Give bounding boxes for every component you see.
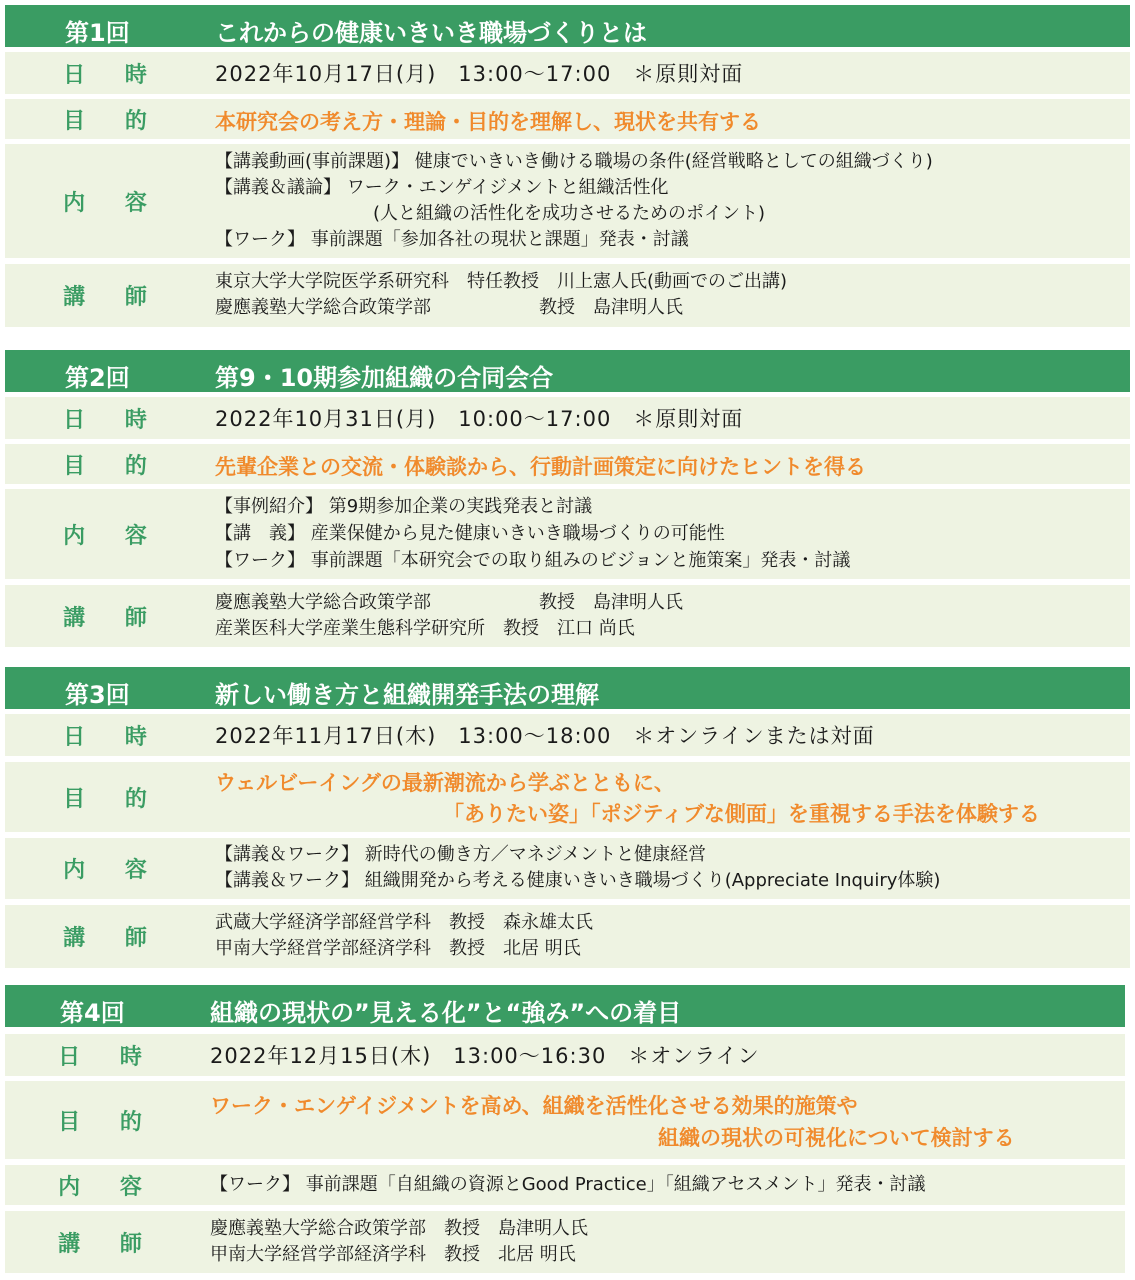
datetime-value: 2022年10月17日(月) 13:00～17:00 ＊原則対面 [215, 62, 744, 86]
content-label: 内 容 [63, 523, 163, 549]
purpose-label: 目 的 [63, 108, 163, 134]
content-line: 【講義動画(事前課題)】 健康でいきいき働ける職場の条件(経営戦略としての組織づくり) [215, 151, 933, 172]
session-title: 組織の現状の”見える化”と“強み”への着目 [210, 999, 682, 1027]
datetime-value: 2022年10月31日(月) 10:00～17:00 ＊原則対面 [215, 407, 744, 431]
purpose-line: 組織の現状の可視化について検討する [658, 1126, 1015, 1150]
content-row [5, 144, 1130, 258]
datetime-row [5, 397, 1130, 439]
content-line: 【事例紹介】 第9期参加企業の実践発表と討議 [215, 496, 593, 517]
session-title: 新しい働き方と組織開発手法の理解 [215, 681, 599, 709]
datetime-label: 日 時 [58, 1044, 158, 1070]
session-header [5, 667, 1130, 709]
lecturer-label: 講 師 [63, 926, 163, 951]
lecturer-row [5, 1211, 1125, 1273]
purpose-line: 本研究会の考え方・理論・目的を理解し、現状を共有する [215, 110, 761, 134]
purpose-line: ウェルビーイングの最新潮流から学ぶとともに、 [215, 771, 675, 795]
lecturer-line: 甲南大学経営学部経済学科 教授 北居 明氏 [210, 1244, 576, 1265]
lecturer-label: 講 師 [63, 605, 163, 631]
purpose-line: 先輩企業との交流・体験談から、行動計画策定に向けたヒントを得る [215, 455, 866, 479]
datetime-label: 日 時 [63, 407, 163, 433]
lecturer-line: 武蔵大学経済学部経営学科 教授 森永雄太氏 [215, 912, 593, 933]
content-line: 【講義＆ワーク】 新時代の働き方／マネジメントと健康経営 [215, 844, 707, 865]
lecturer-line: 東京大学大学院医学系研究科 特任教授 川上憲人氏(動画でのご出講) [215, 271, 788, 292]
content-label: 内 容 [63, 858, 163, 883]
session-number: 第1回 [65, 19, 130, 47]
purpose-line: ワーク・エンゲイジメントを高め、組織を活性化させる効果的施策や [210, 1094, 858, 1118]
lecturer-row [5, 264, 1130, 327]
session-number: 第4回 [60, 999, 125, 1027]
purpose-label: 目 的 [58, 1109, 158, 1135]
datetime-row [5, 1034, 1125, 1076]
lecturer-line: 慶應義塾大学総合政策学部 教授 島津明人氏 [215, 297, 683, 318]
content-line: 【講 義】 産業保健から見た健康いきいき職場づくりの可能性 [215, 523, 725, 544]
session-number: 第2回 [65, 364, 130, 392]
purpose-label: 目 的 [63, 453, 163, 479]
datetime-row [5, 714, 1130, 756]
datetime-value: 2022年11月17日(木) 13:00～18:00 ＊オンラインまたは対面 [215, 724, 875, 748]
session-header [5, 350, 1130, 392]
content-line: 【ワーク】 事前課題「自組織の資源とGood Practice」「組織アセスメント」発表・討議 [210, 1174, 926, 1195]
lecturer-line: 甲南大学経営学部経済学科 教授 北居 明氏 [215, 938, 581, 959]
session-header [5, 985, 1125, 1027]
session-number: 第3回 [65, 681, 130, 709]
content-row [5, 1165, 1125, 1205]
session-header [5, 5, 1130, 47]
purpose-label: 目 的 [63, 786, 163, 812]
content-label: 内 容 [58, 1174, 158, 1200]
lecturer-line: 慶應義塾大学総合政策学部 教授 島津明人氏 [210, 1218, 588, 1239]
content-line: 【講義＆ワーク】 組織開発から考える健康いきいき職場づくり(Appreciate Inquiry体験) [215, 870, 941, 891]
purpose-row [5, 1081, 1125, 1159]
datetime-label: 日 時 [63, 724, 163, 750]
lecturer-label: 講 師 [58, 1231, 158, 1257]
lecturer-line: 産業医科大学産業生態科学研究所 教授 江口 尚氏 [215, 618, 635, 639]
session-title: これからの健康いきいき職場づくりとは [215, 19, 647, 47]
datetime-label: 日 時 [63, 62, 163, 88]
purpose-row [5, 762, 1130, 832]
content-row [5, 489, 1130, 579]
purpose-row [5, 444, 1130, 484]
content-line: 【講義＆議論】 ワーク・エンゲイジメントと組織活性化 [215, 177, 669, 198]
content-line: 【ワーク】 事前課題「本研究会での取り組みのビジョンと施策案」発表・討議 [215, 550, 851, 571]
datetime-row [5, 52, 1130, 94]
lecturer-row [5, 585, 1130, 647]
purpose-line: 「ありたい姿」「ポジティブな側面」を重視する手法を体験する [443, 802, 1040, 826]
content-label: 内 容 [63, 190, 163, 216]
datetime-value: 2022年12月15日(木) 13:00～16:30 ＊オンライン [210, 1044, 760, 1068]
lecturer-row [5, 905, 1130, 968]
session-title: 第9・10期参加組織の合同会合 [215, 364, 554, 392]
lecturer-label: 講 師 [63, 285, 163, 310]
content-line: 【ワーク】 事前課題「参加各社の現状と課題」発表・討議 [215, 229, 689, 250]
content-line: (人と組織の活性化を成功させるためのポイント) [373, 203, 766, 224]
purpose-row [5, 99, 1130, 139]
content-row [5, 838, 1130, 899]
lecturer-line: 慶應義塾大学総合政策学部 教授 島津明人氏 [215, 592, 683, 613]
